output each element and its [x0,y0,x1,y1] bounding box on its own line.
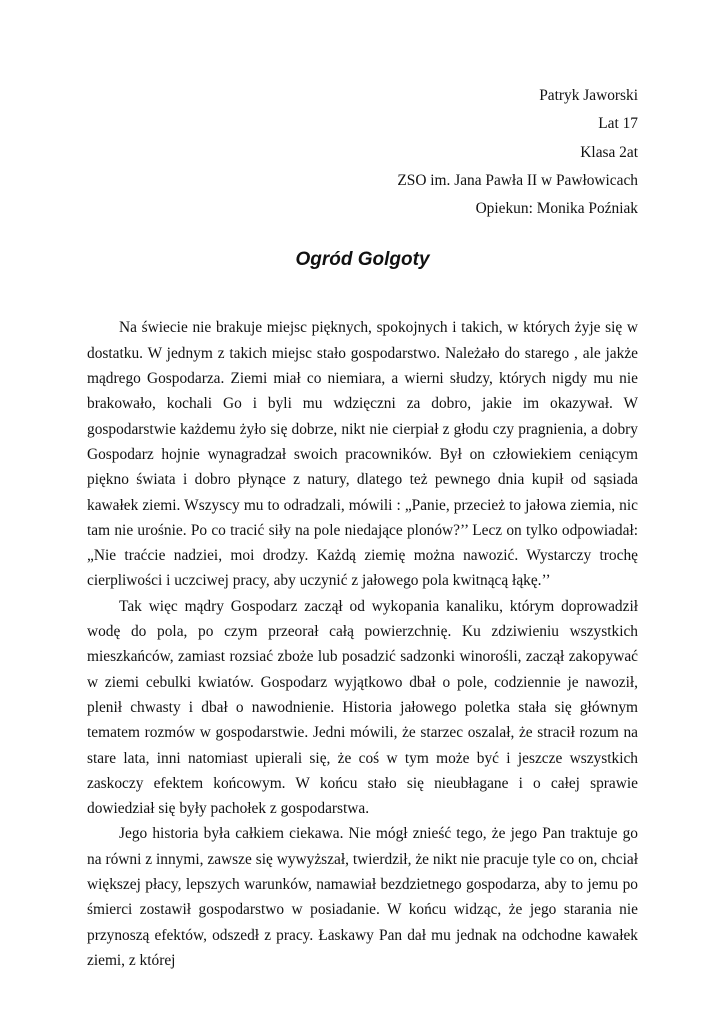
author-school: ZSO im. Jana Pawła II w Pawłowicach [397,171,638,189]
author-name: Patryk Jaworski [539,87,638,104]
author-class: Klasa 2at [580,143,638,161]
paragraph: Tak więc mądry Gospodarz zaczął od wykopania kanaliku, którym doprowadził wodę do pola, po czym przeorał całą powierzchnię. Ku zdziwieniu wszystkich mieszkańców, zamiast rozsiać zboże lub posadzić sadzonki winorośli, zaczął zakopywać w ziemi cebulki kwiatów. Gospodarz wyjątkowo dbał o pole, codziennie je nawoził, plenił chwasty i dbał o nawodnienie. Historia jałowego poletka stała się głównym tematem rozmów w gospodarstwie. Jedni mówili, że starzec oszalał, że stracił rozum na stare lata, inni natomiast upierali się, że coś w tym może być i jeszcze wszystkich zaskoczy efektem końcowym. W końcu stało się nieubłagane i o całej sprawie dowiedział się były pachołek z gospodarstwa. [87,597,638,818]
paragraph: Na świecie nie brakuje miejsc pięknych, spokojnych i takich, w których żyje się w dostatku. W jednym z takich miejsc stało gospodarstwo. Należało do starego , ale jakże mądrego Gospodarza. Ziemi miał co niemiara, a wierni słudzy, których nigdy mu nie brakowało, kochali Go i byli mu wdzięczni za dobro, jakie im okazywał. W gospodarstwie każdemu żyło się dobrze, nikt nie cierpiał z głodu czy pragnienia, a dobry Gospodarz hojnie wynagradzał swoich pracowników. Był on człowiekiem ceniącym piękno świata i dobro płynące z natury, dlatego też pewnego dnia kupił od sąsiada kawałek ziemi. Wszyscy mu to odradzali, mówili : „Panie, przecież to jałowa ziemia, nic tam nie urośnie. Po co tracić siły na pole niedające plonów?’’ Lecz on tylko odpowiadał: „Nie traćcie nadziei, moi drodzy. Każdą ziemię można nawozić. Wystarczy trochę cierpliwości i uczciwej pracy, aby uczynić z jałowego pola kwitnącą łąkę.’’ [87,319,638,590]
author-block [87,82,638,223]
author-supervisor: Opiekun: Monika Poźniak [475,200,638,218]
paragraph: Jego historia była całkiem ciekawa. Nie mógł znieść tego, że jego Pan traktuje go na równi z innymi, zawsze się wywyższał, twierdził, że nikt nie pracuje tyle co on, chciał większej płacy, lepszych warunków, namawiał bezdzietnego gospodarza, aby to jemu po śmierci zostawił gospodarstwo w posiadanie. W końcu widząc, że jego starania nie przynoszą efektów, odszedł z pracy. Łaskawy Pan dał mu jednak na odchodne kawałek ziemi, z której [87,825,638,969]
author-age: Lat 17 [598,115,638,133]
document-title: Ogród Golgoty [295,249,430,271]
document-body [87,315,638,973]
